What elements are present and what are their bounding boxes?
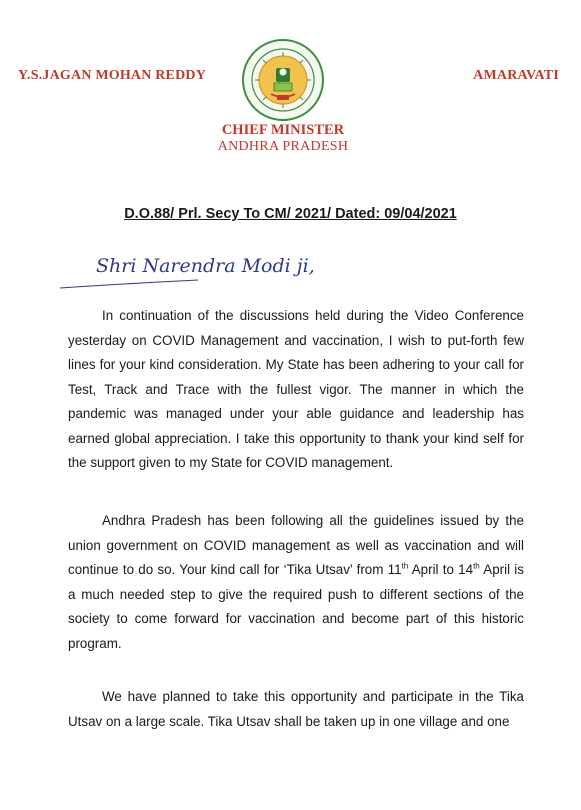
paragraph-3-text: We have planned to take this opportunity and participate in the Tika Utsav on a large scale. Tika Utsav shall be taken up in one village and one — [68, 689, 524, 729]
office-state: ANDHRA PRADESH — [217, 139, 349, 154]
letterhead-place: AMARAVATI — [473, 68, 559, 83]
salutation-text: Shri Narendra Modi ji, — [96, 255, 315, 277]
reference-line: D.O.88/ Prl. Secy To CM/ 2021/ Dated: 09/04/2021 — [124, 206, 457, 222]
state-emblem-icon — [241, 38, 325, 122]
paragraph-1-text: In continuation of the discussions held during the Video Conference yesterday on COVID Management and vaccination, I wish to put-forth few lines for your kind consideration. My State has been adhering to your call for Test, Track and Trace with the fullest vigor. The manner in which the pandemic was managed under your able guidance and leadership has earned global appreciation. I take this opportunity to thank your kind self for the support given to my State for COVID management. — [68, 308, 524, 470]
paragraph-2-text-b: April to 14 — [408, 562, 474, 577]
handwritten-salutation — [58, 244, 358, 300]
paragraph-2-text-a: Andhra Pradesh has been following all the guidelines issued by the union government on COVID management as well as vaccination and will continue to do so. Your kind call for ‘Tika Utsav’ from 11 — [68, 513, 524, 577]
ordinal-suffix-2: th — [473, 561, 480, 571]
office-title: CHIEF MINISTER — [221, 122, 345, 138]
ordinal-suffix-1: th — [401, 561, 409, 571]
paragraph-1 — [68, 304, 524, 476]
letterhead-name: Y.S.JAGAN MOHAN REDDY — [18, 68, 207, 83]
paragraph-2 — [68, 509, 524, 656]
paragraph-3 — [68, 685, 524, 734]
paragraph-2-text-c: April is a much needed step to give the required push to different sections of the society to come forward for vaccination and become part of this historic program. — [68, 562, 524, 651]
